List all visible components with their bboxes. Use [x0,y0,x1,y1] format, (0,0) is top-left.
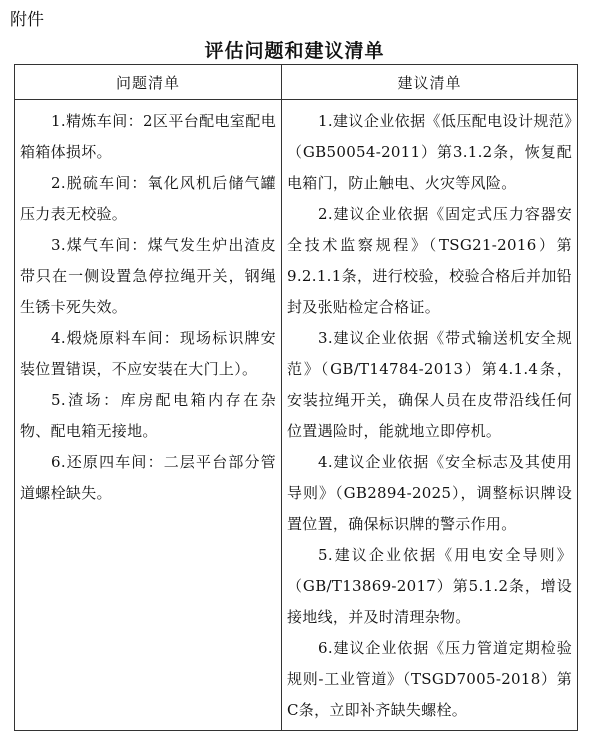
suggestion-list-cell [282,100,578,731]
problem-item: 4.煅烧原料车间：现场标识牌安装位置错误，不应安装在大门上）。 [20,329,276,378]
assessment-table [14,64,578,731]
problem-list-header: 问题清单 [15,65,282,100]
suggestion-item: 1.建议企业依据《低压配电设计规范》（GB50054-2011）第3.1.2条，恢复配电箱门，防止触电、火灾等风险。 [287,112,572,192]
suggestion-item: 3.建议企业依据《带式输送机安全规范》（GB/T14784-2013）第4.1.4条，安装拉绳开关，确保人员在皮带沿线任何位置遇险时，能就地立即停机。 [287,329,572,440]
problem-item: 5.渣场：库房配电箱内存在杂物、配电箱无接地。 [20,391,276,440]
suggestion-item: 5.建议企业依据《用电安全导则》（GB/T13869-2017）第5.1.2条，增设接地线，并及时清理杂物。 [287,546,572,626]
suggestion-item: 2.建议企业依据《固定式压力容器安全技术监察规程》（TSG21-2016）第9.2.1.1条，进行校验，校验合格后并加铅封及张贴检定合格证。 [287,205,572,316]
table-row [15,100,578,731]
suggestion-list-header: 建议清单 [282,65,578,100]
problem-item: 2.脱硫车间：氧化风机后储气罐压力表无校验。 [20,174,276,223]
problem-item: 1.精炼车间：2区平台配电室配电箱箱体损坏。 [20,112,276,161]
suggestion-item: 6.建议企业依据《压力管道定期检验规则-工业管道》（TSGD7005-2018）第C条，立即补齐缺失螺栓。 [287,639,572,719]
suggestion-item: 4.建议企业依据《安全标志及其使用导则》（GB2894-2025），调整标识牌设置位置，确保标识牌的警示作用。 [287,453,572,533]
problem-item: 6.还原四车间：二层平台部分管道螺栓缺失。 [20,453,276,502]
problem-item: 3.煤气车间：煤气发生炉出渣皮带只在一侧设置急停拉绳开关，钢绳生锈卡死失效。 [20,236,276,316]
attachment-label: 附件 [10,10,44,30]
problem-list-cell [15,100,282,731]
document-title: 评估问题和建议清单 [204,40,385,62]
table-header-row [15,65,578,100]
